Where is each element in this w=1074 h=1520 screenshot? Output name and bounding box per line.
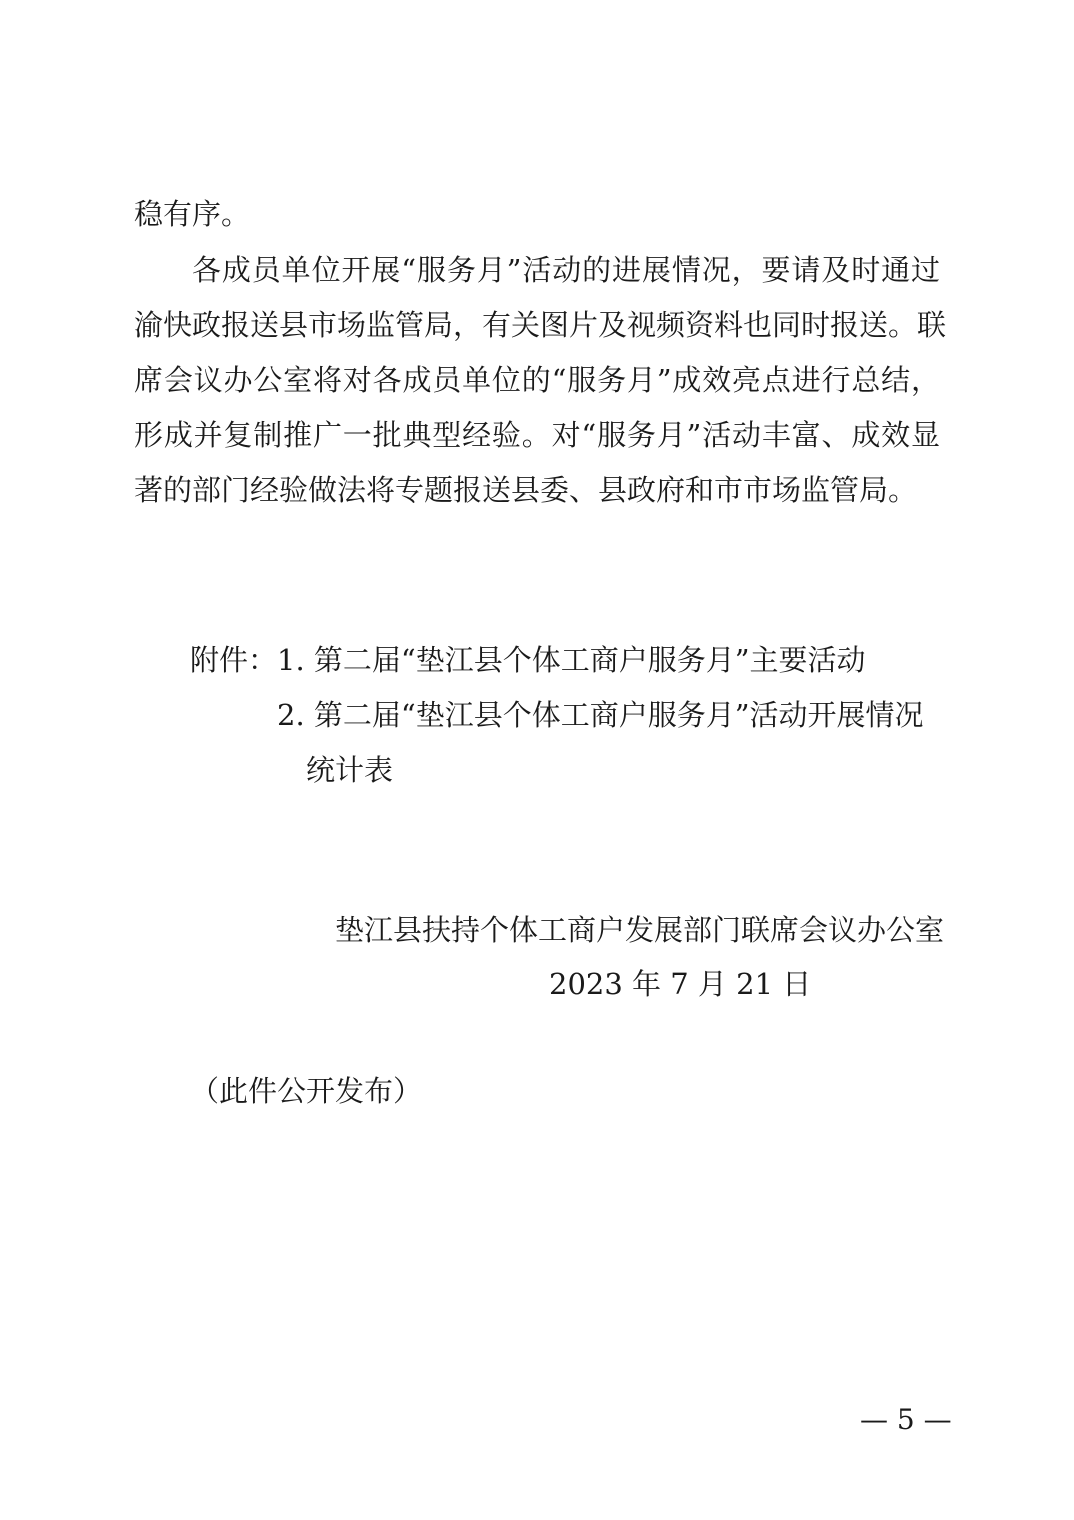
body-line-1: 稳有序。 bbox=[134, 197, 251, 231]
paragraph-2-line-3: 席会议办公室将对各成员单位的“服务月”成效亮点进行总结， bbox=[134, 363, 940, 397]
attachment-item-2: 2. 第二届“垫江县个体工商户服务月”活动开展情况 bbox=[277, 698, 924, 732]
publish-note: （此件公开发布） bbox=[190, 1074, 423, 1108]
signature-org: 垫江县扶持个体工商户发展部门联席会议办公室 bbox=[335, 913, 945, 947]
paragraph-2-line-2: 渝快政报送县市场监管局，有关图片及视频资料也同时报送。联 bbox=[134, 308, 947, 342]
paragraph-2-line-1: 各成员单位开展“服务月”活动的进展情况，要请及时通过 bbox=[192, 253, 940, 287]
page-number: — 5 — bbox=[860, 1403, 952, 1436]
attachments-label: 附件： bbox=[190, 643, 278, 677]
paragraph-2-line-4: 形成并复制推广一批典型经验。对“服务月”活动丰富、成效显 bbox=[134, 418, 940, 452]
attachment-item-1: 1. 第二届“垫江县个体工商户服务月”主要活动 bbox=[277, 643, 866, 677]
attachment-item-2-cont: 统计表 bbox=[306, 753, 394, 787]
paragraph-2-line-5: 著的部门经验做法将专题报送县委、县政府和市市场监管局。 bbox=[134, 473, 918, 507]
signature-date: 2023 年 7 月 21 日 bbox=[549, 967, 812, 1001]
